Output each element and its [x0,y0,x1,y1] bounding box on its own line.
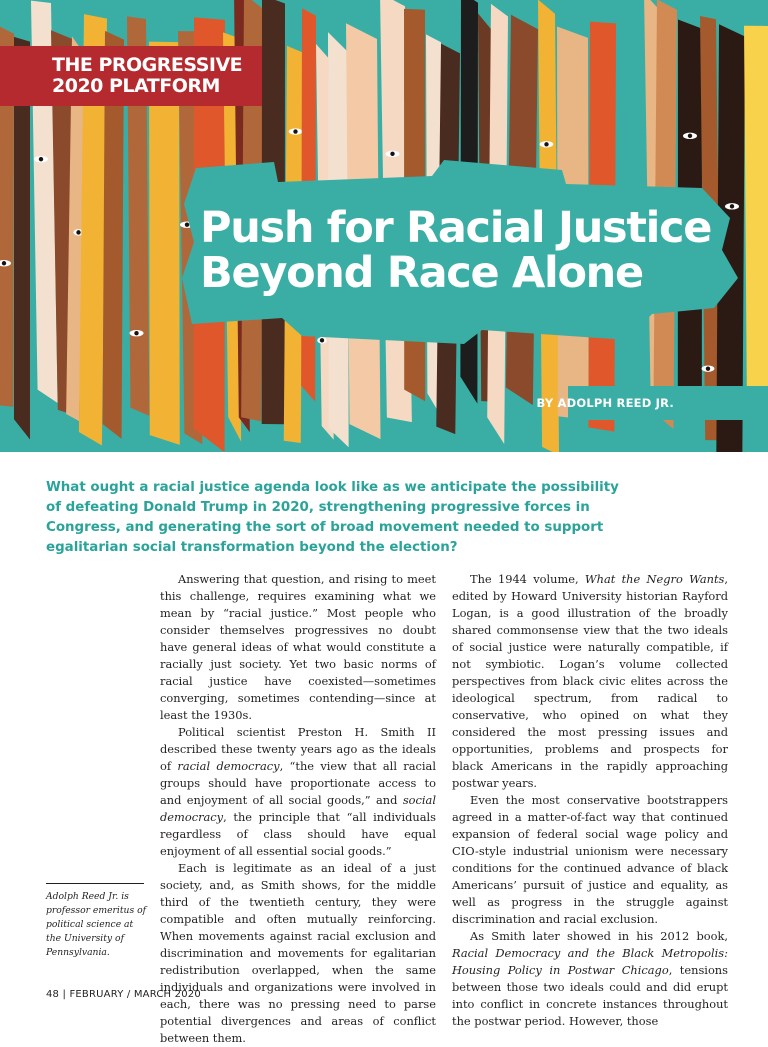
body-column-right [452,571,728,1030]
book-title: What the Negro Wants [584,572,725,586]
italic-term: racial democracy [177,759,280,773]
book-title: Racial Democracy and the Black Metropolis: Housing Policy in Postwar Chicago [452,946,728,977]
text-run: The 1944 volume, [470,572,585,586]
text-run: , “the view that all racial groups should have proportionate access to and enjoyment of all social goods,” and [160,759,436,807]
text-run: , edited by Howard University historian Rayford Logan, is a good illustration of the broadly shared commonsense view that the two ideals of social justice were naturally compatible, if not symbiotic. Logan’s volume collected perspectives from black civic elites across the ideological spectrum, from radical to conservative, who opined on what they considered the most pressing issues and opportunities, problems and prospects for black Americans in the rapidly approaching postwar years. [452,572,728,790]
text-run: , tensions between those two ideals could and did erupt into conflict in concrete instances throughout the postwar period. However, those [452,963,728,1028]
text-run: Political scientist Preston H. Smith II described these twenty years ago as the ideals of [160,725,436,773]
paragraph [160,724,436,860]
series-label-line1: THE PROGRESSIVE [52,54,243,76]
title-block [182,158,742,348]
article-title [200,203,712,298]
series-banner [0,46,262,106]
paragraph: Each is legitimate as an ideal of a just society, and, as Smith shows, for the middle third of the twentieth century, they were compatible and often mutually reinforcing. When movements against racial exclusion and discrimination and movements for egalitarian redistribution overlapped, when the same individuals and organizations were involved in each, there was no pressing need to parse potential divergences and areas of conflict between them. [160,861,436,1045]
paragraph: Answering that question, and rising to meet this challenge, requires examining what we mean by “racial justice.” Most people who consider themselves progressives no doubt have general ideas of what would constitute a racially just society. Yet two basic norms of racial justice have coexisted—sometimes converging, sometimes contending—since at least the 1930s. [160,572,436,722]
article-dek: What ought a racial justice agenda look like as we anticipate the possibility of defeating Donald Trump in 2020, strengthening progressive forces in Congress, and generating the sort of broad movement needed to support egalitarian social transformation beyond the election? [46,480,619,555]
eye-pupil [706,366,710,370]
article-title-line2: Beyond Race Alone [200,248,643,298]
article-title-line1: Push for Racial Justice [200,203,712,253]
bio-divider [46,883,144,884]
italic-term: social democracy [160,793,436,824]
paragraph: Even the most conservative bootstrappers agreed in a matter-of-fact way that continued expansion of federal social wage policy and CIO-style industrial unionism were necessary conditions for the continued advance of black Americans’ pursuit of justice and equality, as well as progress in the struggle against discrimination and racial exclusion. [452,793,728,926]
eye-pupil [293,129,297,133]
eye-pupil [544,142,548,146]
text-run: , the principle that “all individuals regardless of class should have equal enjoyment of all essential social goods.” [160,810,436,858]
paragraph [452,928,728,1030]
eye-pupil [688,134,692,138]
paragraph [452,571,728,792]
text-run: As Smith later showed in his 2012 book, [470,929,728,943]
body-column-left [160,571,436,1047]
byline: BY ADOLPH REED JR. [536,396,674,410]
page-folio: 48 | FEBRUARY / MARCH 2020 [46,989,201,1000]
hero-illustration [0,0,768,452]
eye-pupil [2,261,6,265]
author-bio: Adolph Reed Jr. is professor emeritus of political science at the University of Pennsylvania. [46,891,147,958]
eye-pupil [76,230,80,234]
eye-pupil [390,152,394,156]
eye-pupil [39,157,43,161]
eye-pupil [134,331,138,335]
face-strip [744,26,768,409]
series-label-line2: 2020 PLATFORM [52,75,220,97]
